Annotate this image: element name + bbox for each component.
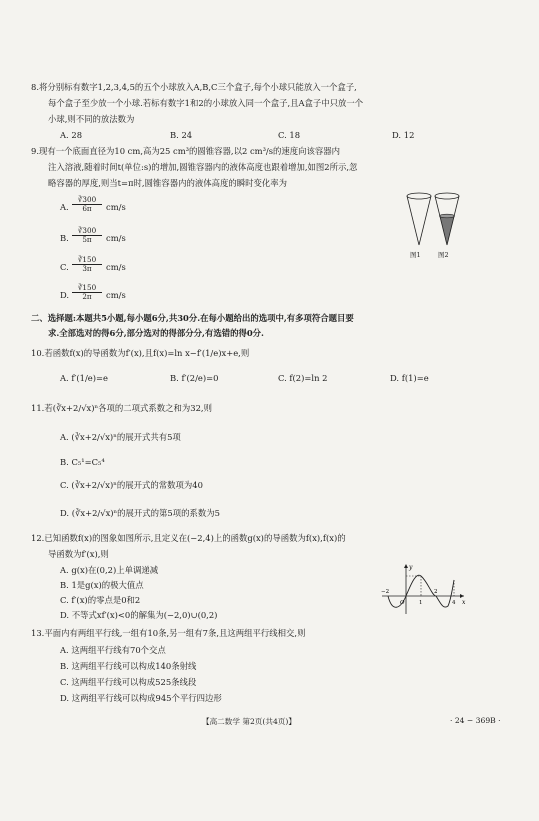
q10-option-c: C. f(2)=ln 2 bbox=[278, 373, 328, 383]
q10-stem: 10.若函数f(x)的导函数为f′(x),且f(x)=ln x−f′(1/e)x+e,则 bbox=[31, 348, 250, 358]
q8-line-2: 每个盒子至少放一个小球.若标有数字1和2的小球放入同一个盒子,且A盒子中只放一个 bbox=[48, 98, 364, 108]
q13-stem: 13.平面内有两组平行线,一组有10条,另一组有7条,且这两组平行线相交,则 bbox=[31, 628, 306, 638]
q12-option-b: B. 1是g(x)的极大值点 bbox=[60, 580, 144, 590]
q11-option-d: D. (∛x+2/√x)ⁿ的展开式的第5项的系数为5 bbox=[60, 508, 220, 518]
q11-option-a: A. (∛x+2/√x)ⁿ的展开式共有5项 bbox=[60, 432, 181, 442]
q11-stem: 11.若(∛x+2/√x)ⁿ各项的二项式系数之和为32,则 bbox=[31, 403, 212, 413]
fig2-label: 图2 bbox=[438, 251, 449, 259]
cone-figure-2 bbox=[435, 193, 459, 245]
q8-line-1: 8.将分别标有数字1,2,3,4,5的五个小球放入A,B,C三个盒子,每个小球只能放入一个盒子, bbox=[31, 82, 357, 92]
footer-page-info: 【高二数学 第2页(共4页)】 bbox=[202, 717, 296, 726]
q12-option-d: D. 不等式xf′(x)<0的解集为(−2,0)∪(0,2) bbox=[60, 610, 218, 620]
cone-figure-1 bbox=[407, 193, 431, 245]
graph-label-2: 2 bbox=[434, 589, 438, 595]
q8-line-3: 小球,则不同的放法数为 bbox=[48, 114, 135, 124]
q12-option-a: A. g(x)在(0,2)上单调递减 bbox=[60, 565, 159, 575]
q13-option-a: A. 这两组平行线有70个交点 bbox=[60, 645, 166, 655]
cone-figures bbox=[405, 190, 465, 255]
q10-option-a: A. f′(1/e)=e bbox=[60, 373, 108, 383]
q10-option-d: D. f(1)=e bbox=[390, 373, 429, 383]
q10-option-b: B. f′(2/e)=0 bbox=[170, 373, 219, 383]
section-2-header-line-1: 二、选择题:本题共5小题,每小题6分,共30分.在每小题给出的选项中,有多项符合题目要 bbox=[31, 313, 354, 323]
q13-option-b: B. 这两组平行线可以构成140条射线 bbox=[60, 661, 197, 671]
q12-option-c: C. f′(x)的零点是0和2 bbox=[60, 595, 141, 605]
graph-label-4: 4 bbox=[452, 600, 456, 606]
q9-line-3: 略容器的厚度,则当t=π时,圆锥容器内的液体高度的瞬时变化率为 bbox=[48, 178, 287, 188]
function-graph bbox=[378, 562, 468, 617]
graph-label-x: x bbox=[462, 599, 466, 606]
q12-stem-line-2: 导函数为f′(x),则 bbox=[48, 549, 109, 559]
footer-exam-code: · 24 − 369B · bbox=[450, 716, 501, 725]
section-2-header-line-2: 求.全部选对的得6分,部分选对的得部分分,有选错的得0分. bbox=[48, 328, 264, 338]
q9-line-2: 注入溶液,随着时间t(单位:s)的增加,圆锥容器内的液体高度也跟着增加,如图2所示,忽 bbox=[48, 162, 358, 172]
fig1-label: 图1 bbox=[410, 251, 421, 259]
graph-label-origin: O bbox=[400, 600, 405, 606]
q11-option-b: B. C₅¹=C₅⁴ bbox=[60, 457, 105, 467]
q8-option-c: C. 18 bbox=[278, 130, 301, 140]
q13-option-d: D. 这两组平行线可以构成945个平行四边形 bbox=[60, 693, 222, 703]
graph-label-neg2: −2 bbox=[381, 589, 390, 595]
graph-label-1: 1 bbox=[419, 600, 423, 606]
q8-option-d: D. 12 bbox=[392, 130, 415, 140]
q8-option-b: B. 24 bbox=[170, 130, 193, 140]
exam-page: 8.将分别标有数字1,2,3,4,5的五个小球放入A,B,C三个盒子,每个小球只能放入一个盒子, 每个盒子至少放一个小球.若标有数字1和2的小球放入同一个盒子,且A盒子中只放一个 小球,则不同的放法数为 A. 28 B. 24 C. 18 D. 12 9.现有一个底面直径为10 cm,高为25 cm³的圆锥容器,以2 cm³/s的速度向该容器内 注入溶液,随着时间t(单位:s)的增加,圆锥容器内的液体高度也跟着增加,如图2所示,忽 略容器的厚度,则当t=π时,圆锥容器内的液体高度的瞬时变化率为 A. $\frac{∛300}{6\pi}$ cm/s B. $\frac{∛300}{5\pi}$ cm/s C. $\frac{∛150}{3\pi}$ cm/s D. $\frac{∛150}{2\pi}$ cm/s 图1 图2 二、选择题:本题共5小题,每小题6分,共30分.在每小题给出的选项中,有多项符合题目要 求.全部选对的得6分,部分选对的得部分分,有选错的得0分. 10.若函数f(x)的导函数为f′(x),且f(x)=ln x−f′(1/e)x+e,则 A. f′(1/e)=e B. f′(2/e)=0 C. f(2)=ln 2 D. f(1)=e 11.若(∛x+2/√x)ⁿ各项的二项式系数之和为32,则 A. (∛x+2/√x)ⁿ的展开式共有5项 B. C₅¹=C₅⁴ C. (∛x+2/√x)ⁿ的展开式的常数项为40 D. (∛x+2/√x)ⁿ的展开式的第5项的系数为5 12.已知函数f(x)的图象如图所示,且定义在(−2,4)上的函数g(x)的导函数为f(x),f(x)的 导函数为f′(x),则 A. g(x)在(0,2)上单调递减 B. 1是g(x)的极大值点 C. f′(x)的零点是0和2 D. 不等式xf′(x)<0的解集为(−2,0)∪(0,2) y x O −2 1 2 4 13.平面内有两组平行线,一组有10条,另一组有7条,且这两组平行线相交,则 A. 这两组平行线有70个交点 B. 这两组平行线可以构成140条射线 C. 这两组平行线可以构成525条线段 D. 这两组平行线可以构成945个平行四边形 【高二数学 第2页(共4页)】 · 24 − 369B · bbox=[31, 82, 501, 726]
graph-label-y: y bbox=[409, 564, 413, 571]
q13-option-c: C. 这两组平行线可以构成525条线段 bbox=[60, 677, 197, 687]
q11-option-c: C. (∛x+2/√x)ⁿ的展开式的常数项为40 bbox=[60, 480, 203, 490]
q8-option-a: A. 28 bbox=[60, 130, 83, 140]
q12-stem-line-1: 12.已知函数f(x)的图象如图所示,且定义在(−2,4)上的函数g(x)的导函数为f(x),f(x)的 bbox=[31, 533, 346, 543]
q9-line-1: 9.现有一个底面直径为10 cm,高为25 cm³的圆锥容器,以2 cm³/s的速度向该容器内 bbox=[31, 146, 341, 156]
